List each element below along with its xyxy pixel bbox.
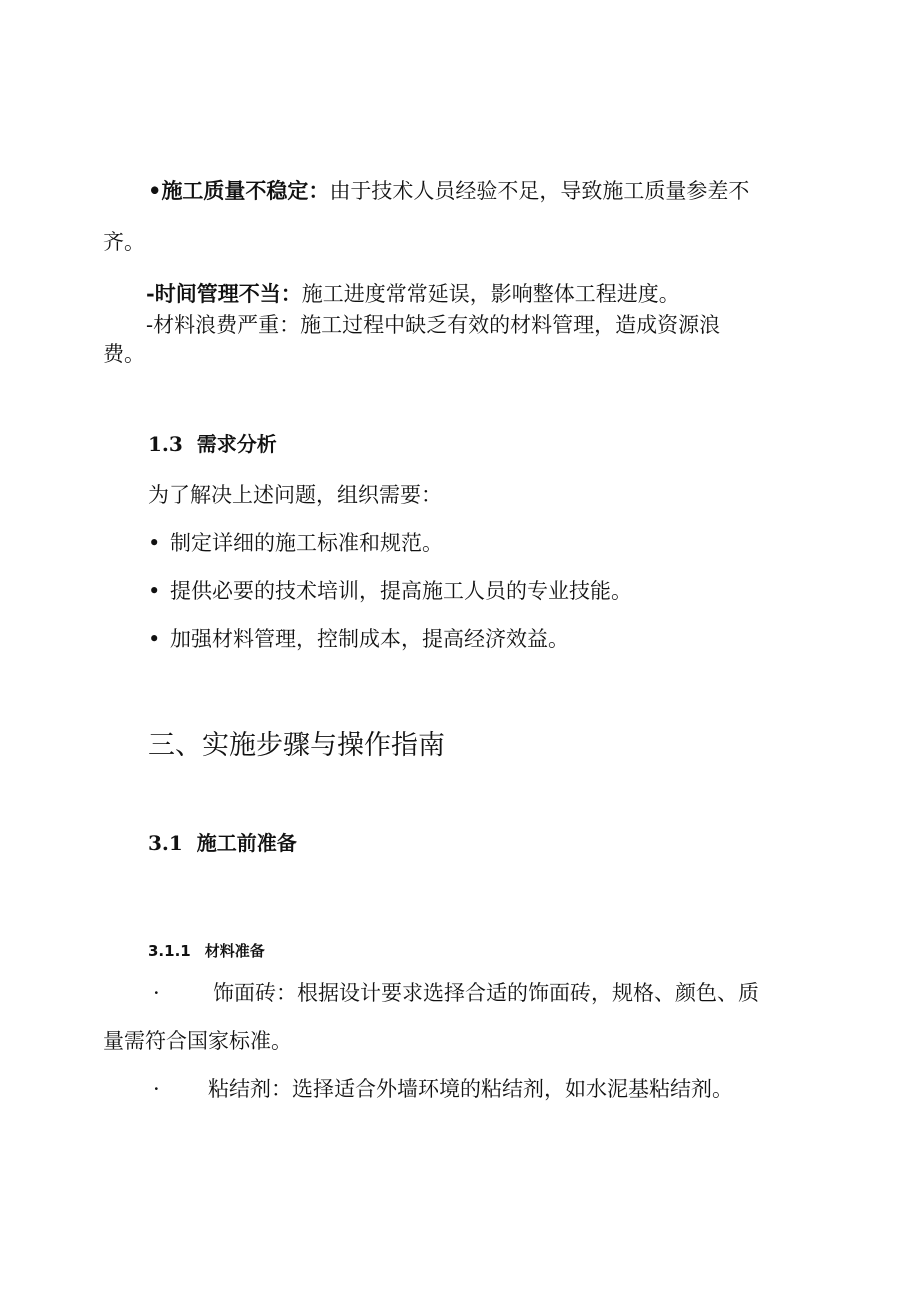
list-item-text: 提供必要的技术培训，提高施工人员的专业技能。 [170,579,632,603]
issue-waste-text-cont: 费。 [103,342,145,366]
issue-time-title: 时间管理不当： [154,281,302,306]
section-3-1-1-number: 3.1.1 [148,942,191,960]
section-1-3-title: 需求分析 [196,432,277,456]
section-3-1-1-title: 材料准备 [204,942,265,960]
list-item-text: 加强材料管理，控制成本，提高经济效益。 [170,627,569,651]
issue-quality-marker: • [148,178,162,203]
issue-quality-title: 施工质量不稳定： [161,178,330,203]
section-1-3-heading [148,431,277,457]
list-item [148,578,632,604]
material-item-adhesive [153,1076,733,1102]
material-item-text-cont: 量需符合国家标准。 [103,1029,292,1053]
material-item-marker: · [153,1077,160,1101]
issue-time-line [146,281,680,307]
section-3-1-number: 3.1 [148,831,183,855]
bullet-marker: • [148,579,161,603]
issue-time-text: 施工进度常常延误，影响整体工程进度。 [301,282,680,306]
material-item-marker: · [153,981,160,1005]
section-3-1-title: 施工前准备 [196,831,297,855]
material-item-text: 饰面砖：根据设计要求选择合适的饰面砖，规格、颜色、质 [213,981,759,1005]
bullet-marker: • [148,531,161,555]
issue-quality-line1 [148,178,749,204]
chapter-3-title: 三、实施步骤与操作指南 [148,730,445,761]
list-item [148,626,569,652]
issue-quality-text: 由于技术人员经验不足，导致施工质量参差不 [329,179,750,203]
issue-waste-title: 材料浪费严重： [153,313,301,337]
section-1-3-number: 1.3 [148,432,183,456]
section-3-1-heading [148,830,297,856]
issue-quality-text-cont: 齐。 [103,230,145,254]
issue-waste-marker: - [146,313,154,337]
list-item [148,530,443,556]
section-1-3-intro: 为了解决上述问题，组织需要： [148,483,442,507]
issue-waste-text: 施工过程中缺乏有效的材料管理，造成资源浪 [300,313,721,337]
section-3-1-1-heading [148,938,265,964]
bullet-marker: • [148,627,161,651]
material-item-tile-line2 [103,1028,292,1054]
issue-waste-line2 [103,341,145,367]
material-item-tile-line1 [153,980,759,1006]
material-item-text: 粘结剂：选择适合外墙环境的粘结剂，如水泥基粘结剂。 [208,1077,733,1101]
issue-waste-line1 [146,312,720,338]
issue-time-marker: - [146,281,155,306]
issue-quality-line2 [103,229,145,255]
list-item-text: 制定详细的施工标准和规范。 [170,531,443,555]
